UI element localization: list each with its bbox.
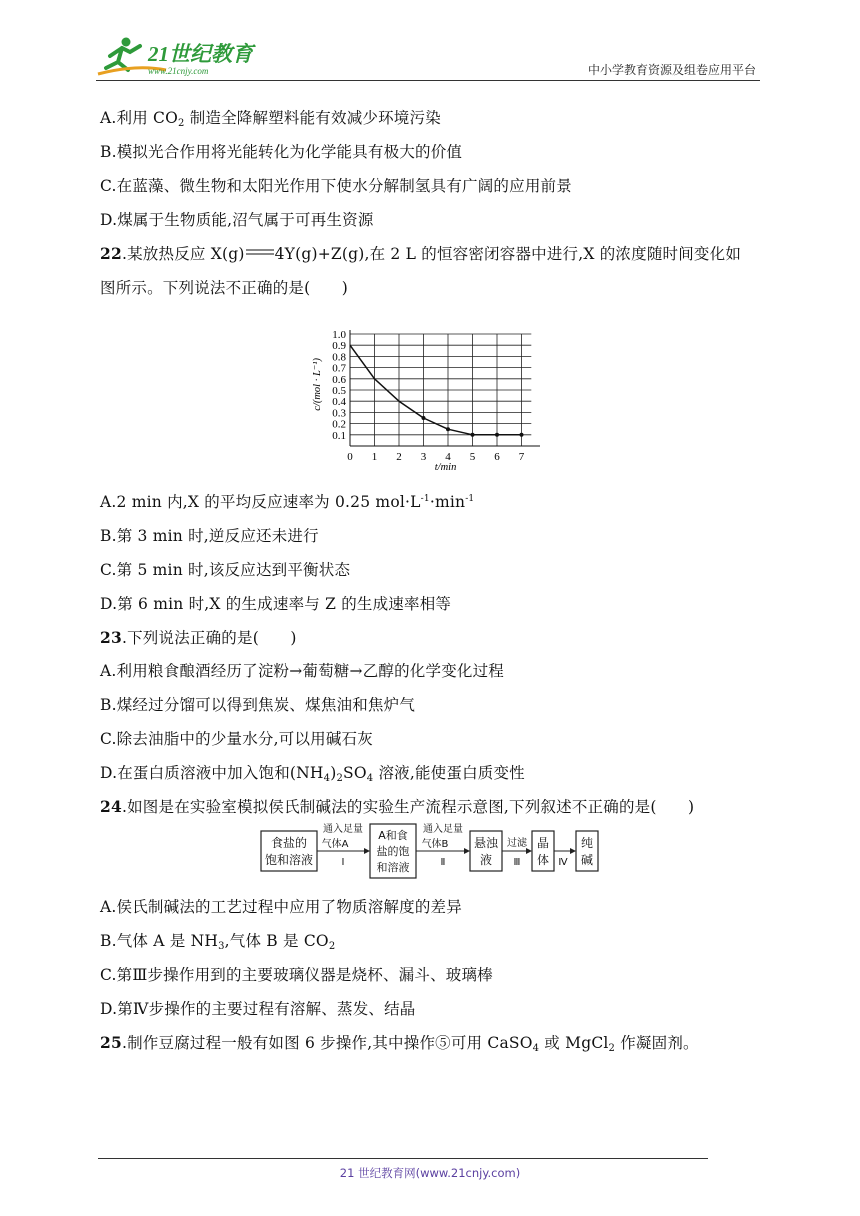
y-tick-label: 0.3: [332, 407, 346, 420]
svg-text:晶: 晶: [536, 836, 550, 850]
q21-option-c: C.在蓝藻、微生物和太阳光作用下使水分解制氢具有广阔的应用前景: [100, 177, 572, 195]
svg-text:体: 体: [536, 853, 550, 867]
platform-name: 中小学教育资源及组卷应用平台: [587, 63, 756, 77]
y-axis-label: c/(mol · L⁻¹): [312, 358, 323, 411]
q21-option-d: D.煤属于生物质能,沼气属于可再生资源: [100, 211, 374, 229]
y-tick-label: 0.9: [332, 340, 346, 353]
q22-option-b: B.第 3 min 时,逆反应还未进行: [100, 527, 319, 545]
q23-option-c: C.除去油脂中的少量水分,可以用碱石灰: [100, 730, 373, 748]
q23-option-b: B.煤经过分馏可以得到焦炭、煤焦油和焦炉气: [100, 696, 416, 714]
q23-option-d: D.在蛋白质溶液中加入饱和$(NH_4)_2SO_4$ 溶液,能使蛋白质变性: [100, 764, 525, 784]
question-number: 24: [100, 797, 122, 816]
x-axis-label: t/min: [434, 462, 457, 472]
x-tick-label: 7: [518, 451, 525, 463]
data-point: [520, 433, 524, 437]
svg-text:纯: 纯: [580, 836, 594, 850]
q22-option-d: D.第 6 min 时,X 的生成速率与 Z 的生成速率相等: [100, 595, 452, 613]
question-number: 23: [100, 628, 122, 647]
y-tick-label: 0.8: [332, 351, 346, 364]
svg-text:盐的饱: 盐的饱: [376, 845, 410, 858]
y-tick-label: 0.1: [332, 429, 346, 442]
x-tick-label: 6: [494, 451, 500, 463]
logo-text: 21世纪教育: [148, 42, 253, 66]
y-tick-label: 1.0: [332, 329, 346, 341]
q23-option-a: A.利用粮食酿酒经历了淀粉→葡萄糖→乙醇的化学变化过程: [100, 662, 504, 680]
svg-text:碱: 碱: [580, 853, 594, 867]
q22-option-a: A.2 min 内,X 的平均反应速率为 0.25 $mol\cdot L^{-1}\cdot\min^{-1}$: [100, 493, 475, 511]
q22-stem-line1: 22.某放热反应 X(g) 4Y(g)+Z(g),在 2 L 的恒容密闭容器中进行,X 的浓度随时间变化如: [100, 244, 742, 263]
data-point: [495, 433, 499, 437]
header-divider: [96, 80, 760, 81]
data-point: [471, 433, 475, 437]
x-tick-label: 2: [396, 451, 402, 463]
svg-text:Ⅰ: Ⅰ: [341, 857, 345, 868]
question-number: 22: [100, 244, 122, 263]
concentration-chart: [300, 322, 540, 476]
site-logo: [96, 34, 256, 80]
y-tick-label: 0.2: [332, 418, 346, 431]
flow-box-brine-line1: 食盐的: [270, 836, 308, 850]
svg-text:Ⅳ: Ⅳ: [558, 857, 568, 868]
question-number: 25: [100, 1033, 122, 1052]
data-point: [446, 427, 450, 431]
q22-option-c: C.第 5 min 时,该反应达到平衡状态: [100, 561, 351, 579]
svg-text:A和食: A和食: [378, 829, 408, 842]
x-tick-label: 3: [420, 451, 427, 463]
q21-option-b: B.模拟光合作用将光能转化为化学能具有极大的价值: [100, 143, 463, 161]
q23-stem: 23.下列说法正确的是( ): [100, 628, 297, 647]
y-tick-label: 0.5: [332, 385, 346, 397]
q24-option-c: C.第Ⅲ步操作用到的主要玻璃仪器是烧杯、漏斗、玻璃棒: [100, 966, 493, 984]
flow-box-brine-line2: 饱和溶液: [264, 853, 314, 867]
logo-url: www.21cnjy.com: [148, 66, 209, 76]
x-tick-label: 5: [469, 451, 476, 463]
q24-stem: 24.如图是在实验室模拟侯氏制碱法的实验生产流程示意图,下列叙述不正确的是( ): [100, 797, 695, 816]
q24-option-a: A.侯氏制碱法的工艺过程中应用了物质溶解度的差异: [100, 898, 462, 916]
y-tick-label: 0.4: [332, 396, 346, 409]
footer-source: 21 世纪教育网(www.21cnjy.com): [339, 1166, 521, 1180]
svg-text:气体A: 气体A: [321, 839, 349, 850]
svg-text:Ⅱ: Ⅱ: [440, 857, 446, 868]
svg-text:Ⅲ: Ⅲ: [513, 857, 521, 868]
x-tick-label: 4: [445, 451, 451, 463]
svg-text:过滤: 过滤: [507, 838, 527, 849]
footer-divider: [98, 1158, 708, 1159]
q21-option-a: A.利用 $CO_2$ 制造全降解塑料能有效减少环境污染: [100, 109, 441, 129]
svg-text:通入足量: 通入足量: [323, 824, 363, 835]
x-tick-label: 0: [347, 451, 353, 463]
y-tick-label: 0.7: [332, 362, 346, 375]
process-flowchart: [260, 822, 605, 886]
svg-text:和溶液: 和溶液: [376, 861, 410, 874]
q24-option-b: B.气体 A 是 $NH_3$,气体 B 是 $CO_2$: [100, 932, 336, 952]
q22-stem-line2: 图所示。下列说法不正确的是( ): [100, 279, 348, 297]
y-tick-label: 0.6: [332, 373, 346, 386]
equilibrium-arrow-icon: [245, 243, 275, 253]
data-point: [422, 416, 426, 420]
x-tick-label: 1: [371, 451, 378, 463]
svg-text:气体B: 气体B: [421, 839, 449, 850]
q24-option-d: D.第Ⅳ步操作的主要过程有溶解、蒸发、结晶: [100, 1000, 416, 1018]
svg-text:液: 液: [479, 853, 493, 867]
svg-text:悬浊: 悬浊: [473, 836, 499, 850]
svg-text:通入足量: 通入足量: [423, 824, 463, 835]
q25-stem: 25.制作豆腐过程一般有如图 6 步操作,其中操作⑤可用 CaSO$_4$ 或 MgCl$_2$ 作凝固剂。: [100, 1033, 699, 1054]
